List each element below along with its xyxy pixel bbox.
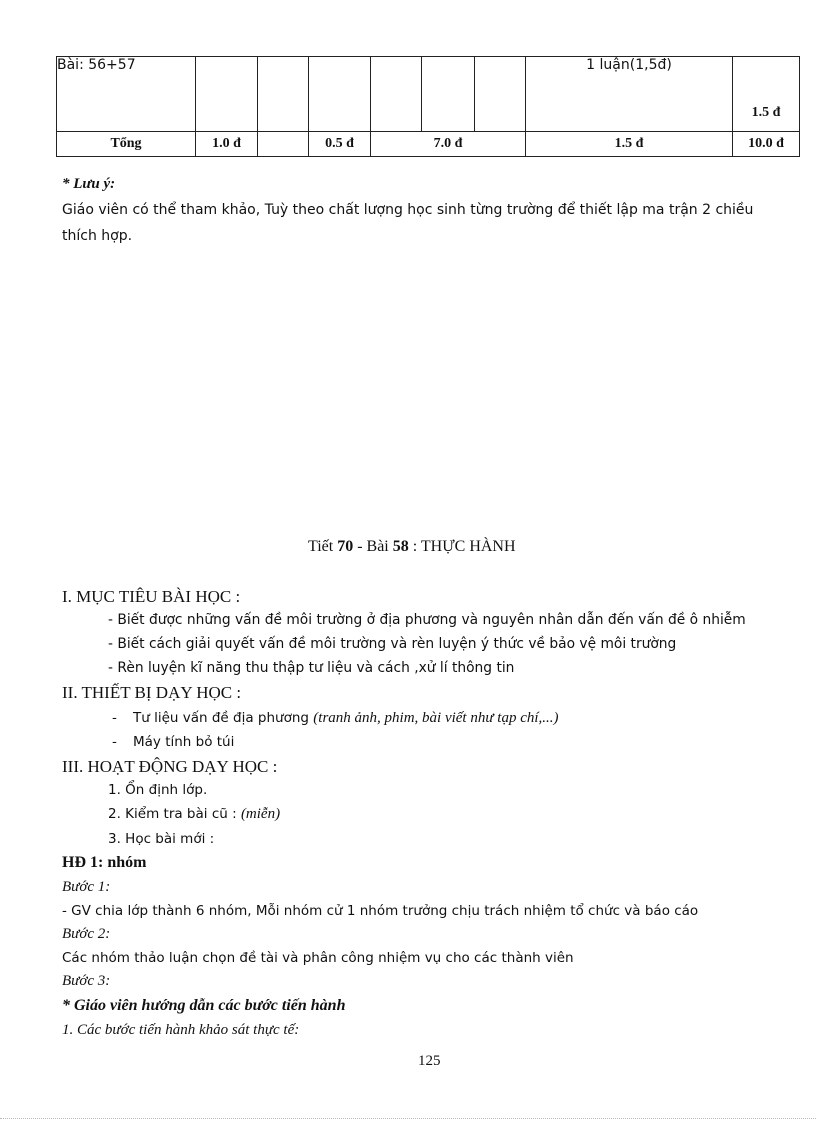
teacher-guide-heading: * Giáo viên hướng dẫn các bước tiến hành [62,997,346,1014]
step-1-text: - GV chia lớp thành 6 nhóm, Mỗi nhóm cử 1 nhóm trưởng chịu trách nhiệm tổ chức và báo cáo [62,903,699,919]
empty-cell [371,57,422,132]
empty-cell [196,57,258,132]
lesson-title-prefix: Tiết [308,538,338,555]
activity-item-detail: (miễn) [240,806,281,822]
activity-item-text: 2. Kiểm tra bài cũ : [108,806,241,822]
total-cell: 1.5 đ [526,132,733,157]
objective-item: - Biết được những vấn đề môi trường ở địa phương và nguyên nhân dẫn đến vấn đề ô nhiễm [108,612,746,628]
equipment-dash: - [112,710,117,726]
empty-cell [422,57,475,132]
objective-item: - Rèn luyện kĩ năng thu thập tư liệu và cách ,xử lí thông tin [108,660,515,676]
note-line-1: Giáo viên có thể tham khảo, Tuỳ theo chất lượng học sinh từng trường để thiết lập ma trận 2 chiều [62,202,754,218]
empty-cell [309,57,371,132]
grand-total-cell: 10.0 đ [733,132,800,157]
lesson-title-mid: - Bài [353,538,393,555]
empty-cell [475,57,526,132]
equipment-item-detail: (tranh ảnh, phim, bài viết như tạp chí,...) [313,710,559,726]
equipment-item: Máy tính bỏ túi [133,734,235,750]
step-1-label: Bước 1: [62,879,111,895]
step-2-text: Các nhóm thảo luận chọn đề tài và phân công nhiệm vụ cho các thành viên [62,950,574,966]
survey-steps-heading: 1. Các bước tiến hành khảo sát thực tế: [62,1022,300,1038]
hd1-heading: HĐ 1: nhóm [62,854,147,871]
total-cell: 1.0 đ [196,132,258,157]
score-matrix-table [56,56,800,157]
objective-item: - Biết cách giải quyết vấn đề môi trường và rèn luyện ý thức về bảo vệ môi trường [108,636,677,652]
equipment-item-text: Tư liệu vấn đề địa phương [133,710,314,726]
page-bottom-divider [0,1118,816,1119]
section-2-heading: II. THIẾT BỊ DẠY HỌC : [62,683,242,702]
step-3-label: Bước 3: [62,973,111,989]
section-1-heading: I. MỤC TIÊU BÀI HỌC : [62,587,241,606]
equipment-item [133,710,559,727]
table-row-total [57,132,800,157]
total-cell: 0.5 đ [309,132,371,157]
lesson-cell: Bài: 56+57 [57,57,196,132]
activity-item: 1. Ổn định lớp. [108,782,208,798]
empty-cell [258,57,309,132]
equipment-dash: - [112,734,117,750]
total-cell: 7.0 đ [371,132,526,157]
step-2-label: Bước 2: [62,926,111,942]
lesson-part-number: 58 [392,538,409,555]
lesson-title-suffix: : THỰC HÀNH [408,538,516,555]
row-total-cell: 1.5 đ [733,57,800,132]
note-line-2: thích hợp. [62,228,133,244]
table-row [57,57,800,132]
lesson-number: 70 [337,538,354,555]
page-number: 125 [418,1053,441,1069]
lesson-title [308,538,516,556]
activity-item: 3. Học bài mới : [108,831,215,847]
essay-cell: 1 luận(1,5đ) [526,57,733,132]
activity-item [108,806,280,823]
total-label-cell: Tổng [57,132,196,157]
note-title: * Lưu ý: [62,176,116,192]
empty-cell [258,132,309,157]
section-3-heading: III. HOẠT ĐỘNG DẠY HỌC : [62,757,278,776]
